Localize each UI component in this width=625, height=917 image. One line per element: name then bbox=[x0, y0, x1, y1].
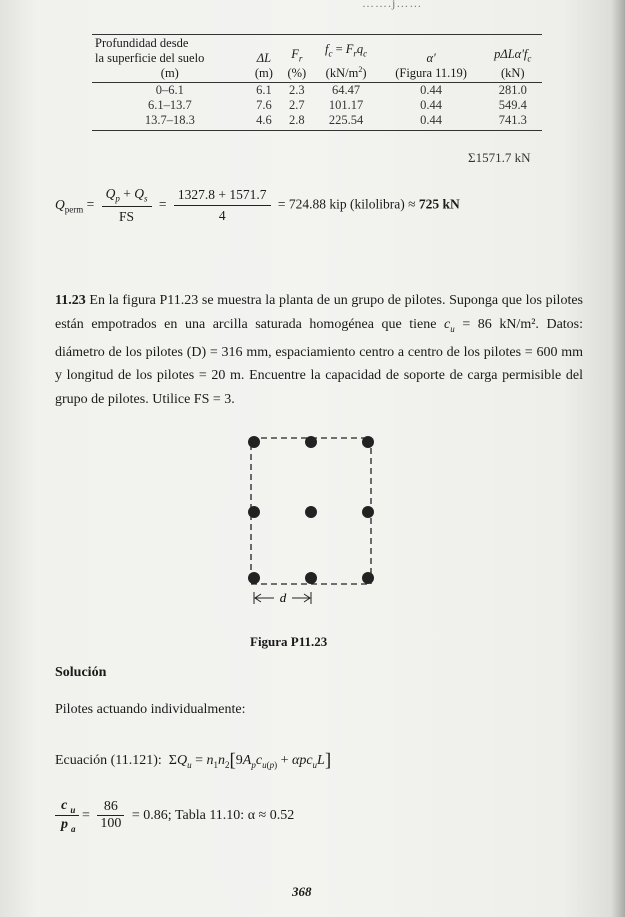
cu-pa-ratio: $\frac{c _u}{p _a}$ = $\frac{86}{100}$ = 0.86; Tabla 11.10: α ≈ 0.52 bbox=[55, 798, 294, 834]
running-header: …….j…… bbox=[362, 0, 423, 10]
solution-title: Solución bbox=[55, 665, 107, 680]
problem-statement: 11.23 En la figura P11.23 se muestra la planta de un grupo de pilotes. Suponga que los pilotes están empotrados en una arcilla saturada homogénea que tiene $c_u = 86$ kN/m². Datos: diámetro de los pilotes (D) = 316 mm, espaciamiento centro a centro de los pilotes = 600 mm y longitud de los pilotes = 20 m. Encuentre la capacidad de soporte de carga permisible del grupo de pilotes. Utilice FS = 3. bbox=[55, 293, 584, 407]
results-table bbox=[92, 34, 542, 131]
pile bbox=[248, 572, 260, 584]
pile-group-figure bbox=[236, 432, 386, 612]
table-sum: Σ1571.7 kN bbox=[468, 150, 531, 165]
spine-shadow bbox=[611, 0, 625, 917]
pile bbox=[248, 506, 260, 518]
table-header-row bbox=[92, 35, 542, 83]
header-f-r: $F_r$ (%) bbox=[280, 35, 313, 83]
header-f-c: $f_c = F_rq_c$ $(kN/m^2)$ bbox=[314, 35, 379, 83]
header-result: $p\Delta L\alpha'f_c$ (kN) bbox=[484, 35, 542, 83]
piles bbox=[248, 436, 374, 584]
eq-fraction-symbolic: $\frac{Q_p + Q_s}{FS}$ bbox=[102, 186, 152, 225]
table-row: 6.1–13.7 7.6 2.7 101.17 0.44 549.4 bbox=[147, 98, 527, 112]
spacing-label: d bbox=[279, 590, 287, 605]
header-depth: Profundidad desde la superficie del suelo (m) bbox=[92, 35, 248, 83]
group-capacity-equation: Ecuación (11.121): $\Sigma Q_u = n_1n_2[9A_pc_{u(p)} + \alpha pc_uL]$ bbox=[55, 750, 332, 771]
allowable-load-equation: $Q_{perm}$ = $\frac{Q_p + Q_s}{FS}$ = $\frac{1327.8 + 1571.7}{4}$ = 724.88 kip (kilolibra) ≈ 725 kN bbox=[55, 186, 460, 224]
pile bbox=[362, 436, 374, 448]
figure-caption: Figura P11.23 bbox=[250, 634, 328, 649]
eq-result: = 724.88 kip (kilolibra) ≈ bbox=[277, 196, 416, 212]
pile bbox=[362, 506, 374, 518]
eq-result-bold: 725 kN bbox=[418, 196, 460, 212]
table-row: 0–6.1 6.1 2.3 64.47 0.44 281.0 bbox=[155, 83, 527, 97]
header-delta-l: ΔL (m) bbox=[248, 35, 280, 83]
page-number: 368 bbox=[292, 884, 312, 899]
pile bbox=[305, 436, 317, 448]
pile bbox=[362, 572, 374, 584]
table-row: 13.7–18.3 4.6 2.8 225.54 0.44 741.3 bbox=[92, 113, 542, 131]
pile bbox=[305, 506, 317, 518]
pile bbox=[248, 436, 260, 448]
pile bbox=[305, 572, 317, 584]
problem-number: 11.23 bbox=[55, 293, 86, 308]
header-alpha: α' (Figura 11.19) bbox=[379, 35, 484, 83]
eq-lhs: $Q_{perm}$ bbox=[55, 196, 84, 215]
solution-subtitle: Pilotes actuando individualmente: bbox=[55, 702, 246, 717]
eq-fraction-numeric: $\frac{1327.8 + 1571.7}{4}$ bbox=[174, 187, 271, 224]
